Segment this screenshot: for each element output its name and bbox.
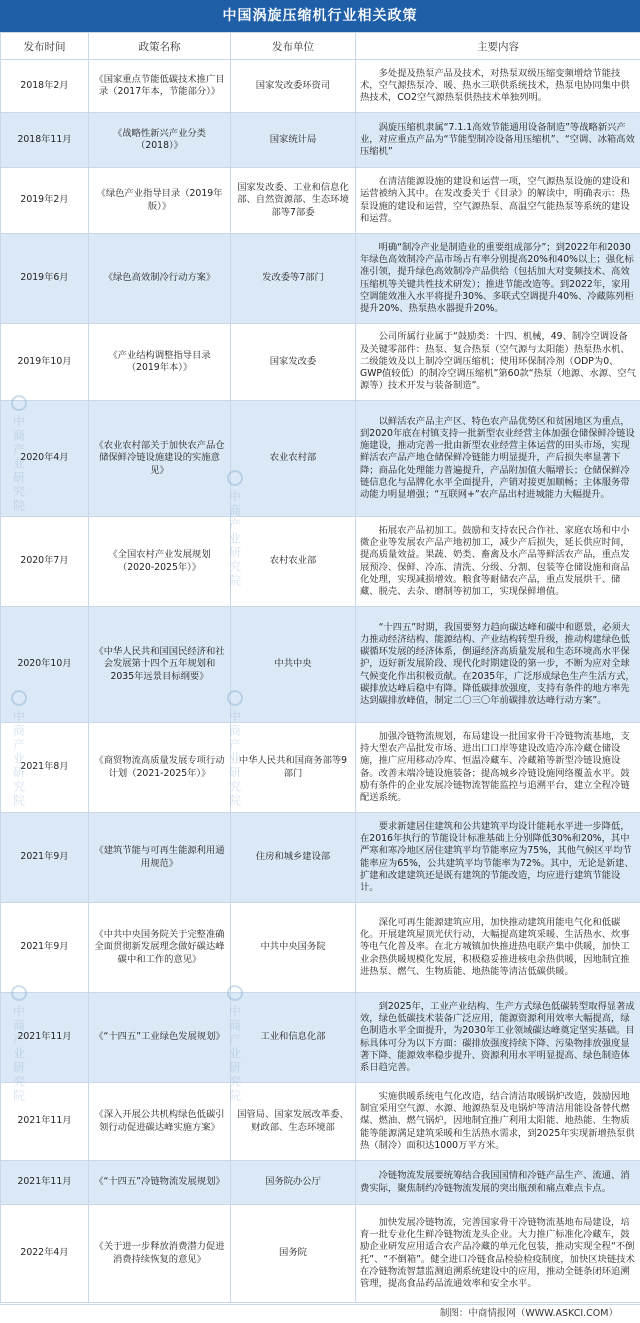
row-policy-name: 《商贸物流高质量发展专项行动计划（2021-2025年）》 (89, 723, 231, 813)
row-unit: 国家统计局 (231, 113, 356, 168)
row-unit: 国务院办公厅 (231, 1161, 356, 1205)
table-row (1, 113, 640, 168)
row-content: “十四五”时期，我国要努力趋向碳达峰和碳中和愿景，必须大力推动经济结构、能源结构、产业结构转型升级，推动构建绿色低碳循环发展的经济体系，倒逼经济高质量发展和生态环境高水平保护，迈好新发展阶段、现代化时期建设的第一步，不断为应对全球气候变化作出积极贡献。在2035年，广泛形成绿色生产生活方式，碳排放达峰后稳中有降。降低碳排放强度，支持有条件的地方率先达到碳排放峰值，制定二〇三〇年前碳排放达峰行动方案”。 (356, 607, 640, 723)
row-policy-name: 《“十四五”冷链物流发展规划》 (89, 1161, 231, 1205)
row-date: 2021年9月 (1, 903, 89, 993)
row-content: 冷链物流发展要统筹结合我国国情和冷链产品生产、流通、消费实际，聚焦制约冷链物流发展的突出瓶颈和痛点难点卡点。 (356, 1161, 640, 1205)
row-policy-name: 《全国农村产业发展规划（2020-2025年）》 (89, 517, 231, 607)
watermark-text: 中商产业研究院 (11, 1005, 28, 1103)
header-content: 主要内容 (356, 33, 640, 60)
row-date: 2018年2月 (1, 60, 89, 113)
table-row (1, 607, 640, 723)
table-row (1, 234, 640, 324)
row-policy-name: 《深入开展公共机构绿色低碳引领行动促进碳达峰实施方案》 (89, 1083, 231, 1161)
table-row (1, 1083, 640, 1161)
row-date: 2019年2月 (1, 168, 89, 234)
row-unit: 住房和城乡建设部 (231, 813, 356, 903)
row-unit: 工业和信息化部 (231, 993, 356, 1083)
row-date: 2022年4月 (1, 1205, 89, 1303)
row-content: 拓展农产品初加工。鼓励和支持农民合作社、家庭农场和中小微企业等发展农产品产地初加工，减少产后损失，延长供应时间，提高质量效益。果蔬、奶类、畜禽及水产品等鲜活农产品，重点发展预冷、保鲜、冷冻、清洗、分级、分割、包装等仓储设施和商品化处理，实现减损增效。粮食等耐储农产品，重点发展烘干、储藏、脱壳、去杂、磨制等初加工，实现保鲜增值。 (356, 517, 640, 607)
row-date: 2021年8月 (1, 723, 89, 813)
row-content: 到2025年，工业产业结构、生产方式绿色低碳转型取得显著成效，绿色低碳技术装备广泛应用，能源资源利用效率大幅提高，绿色制造水平全面提升，为2030年工业领域碳达峰奠定坚实基础。目标具体可分为以下方面：碳排放强度持续下降、污染物排放强度显著下降、能源效率稳步提升、资源利用水平明显提高、绿色制造体系日趋完善。 (356, 993, 640, 1083)
row-content: 深化可再生能源建筑应用，加快推动建筑用能电气化和低碳化。开展建筑屋顶光伏行动，大幅提高建筑采暖、生活热水、炊事等电气化普及率。在北方城镇加快推进热电联产集中供暖，加快工业余热供暖规模化发展，积极稳妥推进核电余热供暖，因地制宜推进热泵、燃气、生物质能、地热能等清洁低碳供暖。 (356, 903, 640, 993)
row-policy-name: 《绿色产业指导目录（2019年版）》 (89, 168, 231, 234)
row-date: 2021年9月 (1, 813, 89, 903)
row-policy-name: 《中共中央国务院关于完整准确全面贯彻新发展理念做好碳达峰碳中和工作的意见》 (89, 903, 231, 993)
table-header-row (1, 33, 640, 60)
table-row (1, 517, 640, 607)
row-content: 多处提及热泵产品及技术，对热泵双级压缩变频增焓节能技术，空气源热泵冷、暖、热水三联供系统技术，热泵电协同集中供热技术，CO2空气源热泵供热技术单独列明。 (356, 60, 640, 113)
row-policy-name: 《战略性新兴产业分类（2018）》 (89, 113, 231, 168)
row-content: 在清洁能源设施的建设和运营一项，空气源热泵设施的建设和运营被纳入其中。在发改委关于《目录》的解读中，明确表示：热泵设施的建设和运营，空气源热泵、高温空气能热泵等系统的建设和运营。 (356, 168, 640, 234)
row-content: 要求新建居住建筑和公共建筑平均设计能耗水平进一步降低，在2016年执行的节能设计标准基础上分别降低30%和20%，其中严寒和寒冷地区居住建筑平均节能率应为75%，其他气候区平均节能率应为65%，公共建筑平均节能率为72%。其中，无论是新建、扩建和改建建筑还是既有建筑的节能改造，均应进行建筑节能设计。 (356, 813, 640, 903)
watermark-text: 中商产业研究院 (227, 1005, 244, 1103)
table-row (1, 1161, 640, 1205)
footer-text: 制图：中商情报网（WWW.ASKCI.COM） (440, 1308, 640, 1319)
row-policy-name: 《绿色高效制冷行动方案》 (89, 234, 231, 324)
header-policy-name: 政策名称 (89, 33, 231, 60)
row-unit: 国家发改委环资司 (231, 60, 356, 113)
row-unit: 国家发改委 (231, 324, 356, 401)
header-unit: 发布单位 (231, 33, 356, 60)
watermark-text: 中商产业研究院 (11, 710, 28, 808)
table-row (1, 1205, 640, 1303)
watermark-text: 中商产业研究院 (227, 490, 244, 588)
table-title: 中国涡旋压缩机行业相关政策 (0, 0, 640, 32)
row-date: 2021年11月 (1, 1161, 89, 1205)
row-policy-name: 《建筑节能与可再生能源利用通用规范》 (89, 813, 231, 903)
row-date: 2019年10月 (1, 324, 89, 401)
watermark-text: 中商产业研究院 (227, 710, 244, 808)
table-row (1, 324, 640, 401)
row-unit: 国务院 (231, 1205, 356, 1303)
table-row (1, 401, 640, 517)
row-policy-name: 《中华人民共和国国民经济和社会发展第十四个五年规划和2035年远景目标纲要》 (89, 607, 231, 723)
row-content: 以鲜活农产品主产区、特色农产品优势区和贫困地区为重点，到2020年底在村镇支持一批新型农业经营主体加强仓储保鲜冷链设施建设，推动完善一批由新型农业经营主体运营的田头市场，实现鲜活农产品产地仓储保鲜冷链能力明显提升，产后损失率显著下降；商品化处理能力普遍提升，产品附加值大幅增长；仓储保鲜冷链信息化与品牌化水平全面提升，产销对接更加顺畅；主体服务带动能力明显增强；“互联网+”农产品出村进城能力大幅提升。 (356, 401, 640, 517)
watermark-text: 中商产业研究院 (11, 415, 28, 513)
row-policy-name: 《关于进一步释放消费潜力促进消费持续恢复的意见》 (89, 1205, 231, 1303)
row-policy-name: 《“十四五”工业绿色发展规划》 (89, 993, 231, 1083)
table-row (1, 168, 640, 234)
row-date: 2020年7月 (1, 517, 89, 607)
row-content: 加快发展冷链物流，完善国家骨干冷链物流基地布局建设，培育一批专业化生鲜冷链物流龙头企业。大力推广标准化冷藏车，鼓励企业研发应用适合农产品冷藏的单元化包装，推动实现全程“不倒托”、“不倒箱”。健全进口冷链食品检验检疫制度，加快区块链技术在冷链物流智慧监测追溯系统建设中的应用，推动全链条闭环追溯管理，提高食品药品流通效率和安全水平。 (356, 1205, 640, 1303)
row-date: 2019年6月 (1, 234, 89, 324)
table-row (1, 60, 640, 113)
row-content: 明确“制冷产业是制造业的重要组成部分”；到2022年和2030年绿色高效制冷产品市场占有率分别提高20%和40%以上；强化标准引领，提升绿色高效制冷产品供给（包括加大对变频技术、高效压缩机等关键共性技术研发）；推进节能改造等。到2022年，家用空调能效准入水平将提升30%、多联式空调提升40%、冷藏陈列柜提升20%、热泵热水器提升20%。 (356, 234, 640, 324)
row-content: 实施供暖系统电气化改造，结合清洁取暖锅炉改造，鼓励因地制宜采用空气源、水源、地源热泵及电锅炉等清洁用能设备替代燃煤、燃油、燃气锅炉，因地制宜推广利用太阳能、地热能、生物质能等能源满足建筑采暖和生活热水需求，到2025年实现新增热泵供热（制冷）面积达1000万平方米。 (356, 1083, 640, 1161)
row-date: 2018年11月 (1, 113, 89, 168)
row-unit: 中共中央国务院 (231, 903, 356, 993)
row-unit: 中共中央 (231, 607, 356, 723)
table-row (1, 813, 640, 903)
table-row (1, 993, 640, 1083)
row-unit: 农村农业部 (231, 517, 356, 607)
row-content: 加强冷链物流规划，布局建设一批国家骨干冷链物流基地，支持大型农产品批发市场、进出口口岸等建设改造冷冻冷藏仓储设施，推广应用移动冷库、恒温冷藏车、冷藏箱等新型冷链设施设备。改善末端冷链设施装备；提高城乡冷链设施网络覆盖水平。鼓励有条件的企业发展冷链物流智能监控与追溯平台，建立全程冷链配送系统。 (356, 723, 640, 813)
row-unit: 发改委等7部门 (231, 234, 356, 324)
row-policy-name: 《国家重点节能低碳技术推广目录（2017年本，节能部分）》 (89, 60, 231, 113)
row-content: 涡旋压缩机隶属“7.1.1高效节能通用设备制造”等战略新兴产业，对应重点产品为“节能型制冷设备用压缩机”、“空调、冰箱高效压缩机” (356, 113, 640, 168)
footer-source (0, 1304, 640, 1323)
row-unit: 中华人民共和国商务部等9部门 (231, 723, 356, 813)
row-unit: 国家发改委、工业和信息化部、自然资源部、生态环境部等7部委 (231, 168, 356, 234)
table-row (1, 903, 640, 993)
row-date: 2020年10月 (1, 607, 89, 723)
row-date: 2021年11月 (1, 1083, 89, 1161)
table-row (1, 723, 640, 813)
row-content: 公司所属行业属于“鼓励类：十四、机械，49、制冷空调设备及关键零部件：热泵、复合热泵（空气源与太阳能）热泵热水机、二级能效及以上制冷空调压缩机；使用环保制冷剂（ODP为0、GWP值较低）的制冷空调压缩机”第60款“热泵（地源、水源、空气源等）技术开发与装备制造”。 (356, 324, 640, 401)
row-date: 2020年4月 (1, 401, 89, 517)
row-policy-name: 《产业结构调整指导目录（2019年本）》 (89, 324, 231, 401)
row-unit: 农业农村部 (231, 401, 356, 517)
row-unit: 国管局、国家发展改革委、财政部、生态环境部 (231, 1083, 356, 1161)
row-policy-name: 《农业农村部关于加快农产品仓储保鲜冷链设施建设的实施意见》 (89, 401, 231, 517)
row-date: 2021年11月 (1, 993, 89, 1083)
policy-table (0, 32, 640, 1303)
header-date: 发布时间 (1, 33, 89, 60)
